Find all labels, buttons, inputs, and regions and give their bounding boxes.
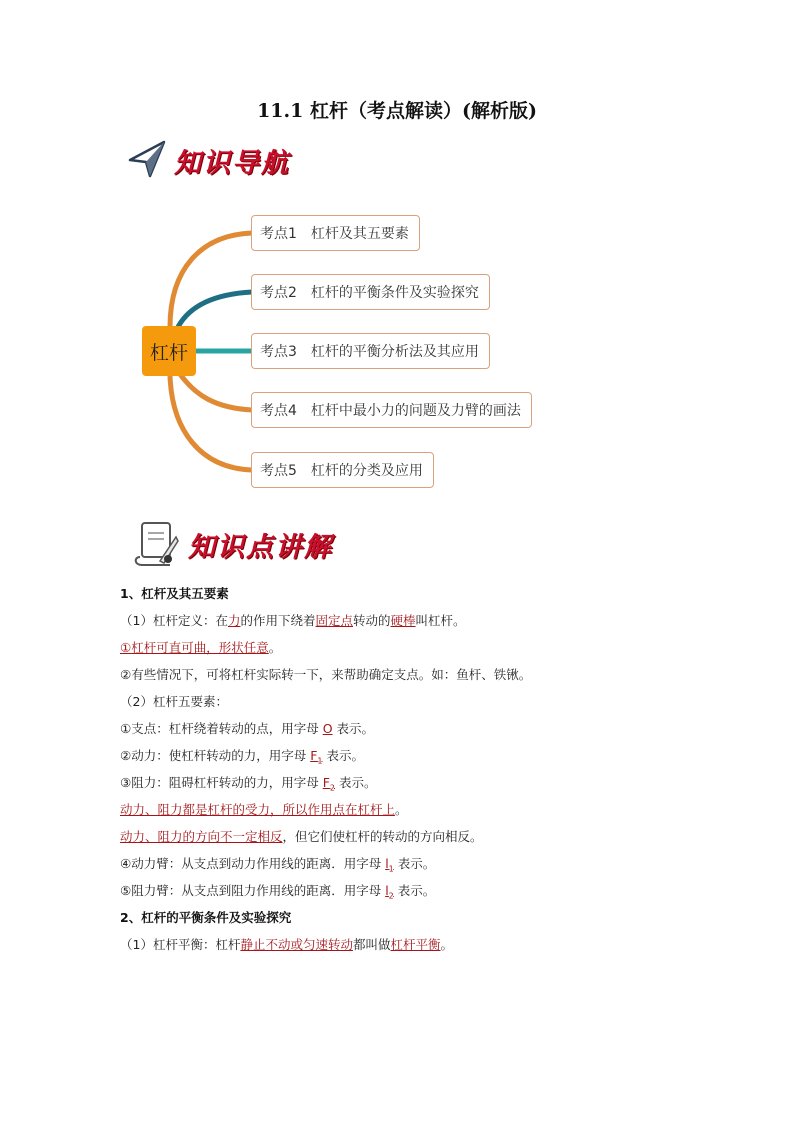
text-span: ③阻力：阻碍杠杆转动的力，用字母 (120, 775, 323, 790)
text-span: 表示。 (393, 856, 436, 871)
text-span: 叫杠杆。 (415, 613, 466, 628)
explain-banner-text: 知识点讲解 (188, 531, 333, 563)
text-line (120, 742, 720, 769)
page-title: 11.1 杠杆（考点解读）(解析版) (257, 100, 537, 122)
key-term: 动力、阻力的方向不一定相反 (120, 829, 283, 844)
key-term: 动力、阻力都是杠杆的受力，所以作用点在杠杆上 (120, 802, 396, 817)
knowledge-explain-banner (130, 518, 333, 570)
text-span: 表示。 (393, 883, 436, 898)
text-span: ，但它们使杠杆的转动的方向相反。 (282, 829, 483, 844)
text-line (120, 931, 720, 958)
topic-number: 考点4 (260, 403, 297, 419)
topic-label: 杠杆的平衡条件及实验探究 (310, 285, 479, 301)
text-line (120, 823, 720, 850)
paper-plane-icon (128, 138, 166, 182)
symbol: F (322, 775, 330, 790)
key-term (310, 748, 323, 766)
key-term: 固定点 (315, 613, 354, 628)
topic-label: 杠杆中最小力的问题及力臂的画法 (310, 403, 521, 419)
text-line (120, 850, 720, 877)
subscript: 1 (388, 864, 394, 874)
text-line (120, 607, 720, 634)
connector-4 (180, 374, 252, 410)
topic-label: 杠杆的分类及应用 (310, 463, 423, 479)
text-line: （2）杠杆五要素： (120, 694, 228, 709)
text-span: 表示。 (334, 775, 377, 790)
text-line (120, 634, 720, 661)
topic-box-1 (251, 215, 420, 251)
topic-label: 杠杆的平衡分析法及其应用 (310, 344, 479, 360)
key-term: ①杠杆可直可曲，形状任意 (120, 640, 269, 655)
subscript: 2 (329, 783, 335, 793)
topic-number: 考点3 (260, 344, 297, 360)
knowledge-nav-banner (128, 138, 290, 182)
connector-1 (170, 233, 252, 327)
content-body (120, 580, 720, 958)
text-line (120, 877, 720, 904)
text-span: 。 (440, 937, 454, 952)
topic-box-2 (251, 274, 490, 310)
text-span: 的作用下绕着 (240, 613, 316, 628)
text-line (120, 769, 720, 796)
text-span: 转动的 (353, 613, 391, 628)
text-span: ①支点：杠杆绕着转动的点，用字母 (120, 721, 323, 736)
topic-box-5 (251, 452, 434, 488)
connector-2 (178, 292, 252, 327)
key-term (385, 856, 394, 874)
connector-5 (170, 376, 252, 470)
topic-number: 考点5 (260, 463, 297, 479)
text-span: ②动力：使杠杆转动的力，用字母 (120, 748, 311, 763)
topic-number: 考点2 (260, 285, 297, 301)
text-span: ⑤阻力臂：从支点到阻力作用线的距离．用字母 (120, 883, 386, 898)
section-heading-2: 2、杠杆的平衡条件及实验探究 (120, 910, 292, 925)
nav-banner-text: 知识导航 (174, 147, 290, 179)
text-span: ④动力臂：从支点到动力作用线的距离．用字母 (120, 856, 386, 871)
text-span: 表示。 (332, 721, 375, 736)
symbol: l (385, 883, 389, 898)
text-span: （1）杠杆定义：在 (120, 613, 228, 628)
subscript: 1 (317, 756, 323, 766)
section-heading-1: 1、杠杆及其五要素 (120, 586, 229, 601)
topic-box-4 (251, 392, 532, 428)
text-span: 。 (395, 802, 408, 817)
scroll-quill-icon (130, 517, 180, 571)
text-line (120, 715, 720, 742)
key-term: O (322, 721, 333, 736)
text-span: 都叫做 (352, 937, 391, 952)
text-span: 。 (268, 640, 282, 655)
topic-box-3 (251, 333, 490, 369)
symbol: l (385, 856, 389, 871)
mindmap-center-node: 杠杆 (142, 326, 196, 376)
topic-number: 考点1 (260, 226, 297, 242)
text-line (120, 796, 720, 823)
key-term: 静止不动或匀速转动 (240, 937, 353, 952)
text-span: （1）杠杆平衡：杠杆 (120, 937, 241, 952)
key-term: 杠杆平衡 (390, 937, 441, 952)
key-term (385, 883, 394, 901)
key-term: 硬棒 (390, 613, 416, 628)
topic-label: 杠杆及其五要素 (310, 226, 409, 242)
text-span: 表示。 (322, 748, 364, 763)
subscript: 2 (388, 891, 394, 901)
text-line: ②有些情况下，可将杠杆实际转一下，来帮助确定支点。如：鱼杆、铁锹。 (120, 667, 532, 682)
symbol: F (310, 748, 318, 763)
key-term (322, 775, 335, 793)
key-term: 力 (227, 613, 241, 628)
